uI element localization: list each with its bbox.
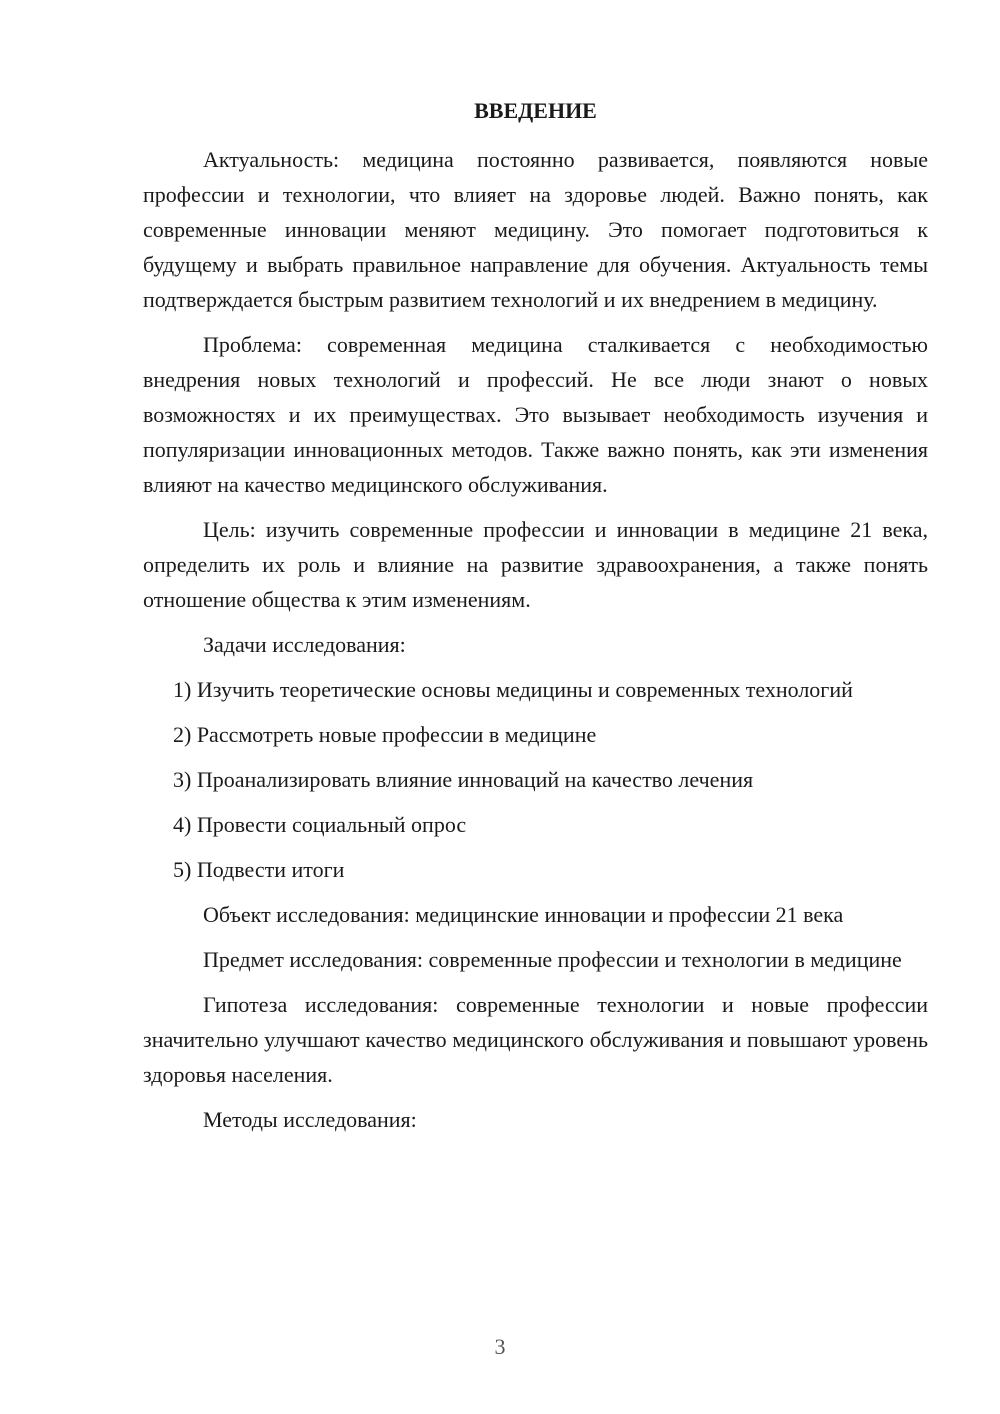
problem-paragraph: Проблема: современная медицина сталкивается с необходимостью внедрения новых технологий и профессий. Не все люди знают о новых возможностях и их преимуществах. Это вызывает необходимость изучения и популяризации инновационных методов. Также важно понять, как эти изменения влияют на качество медицинского обслуживания. [143, 332, 928, 497]
methods-paragraph: Методы исследования: [203, 1107, 417, 1132]
subject-paragraph: Предмет исследования: современные профессии и технологии в медицине [203, 947, 902, 972]
goal-paragraph: Цель: изучить современные профессии и инновации в медицине 21 века, определить их роль и влияние на развитие здравоохранения, а также понять отношение общества к этим изменениям. [143, 517, 928, 612]
task-item: 1) Изучить теоретические основы медицины и современных технологий [173, 677, 853, 702]
task-item: 2) Рассмотреть новые профессии в медицине [173, 722, 597, 747]
task-item: 5) Подвести итоги [173, 857, 345, 882]
task-item: 4) Провести социальный опрос [173, 812, 467, 837]
relevance-paragraph: Актуальность: медицина постоянно развивается, появляются новые профессии и технологии, что влияет на здоровье людей. Важно понять, как современные инновации меняют медицину. Это помогает подготовиться к будущему и выбрать правильное направление для обучения. Актуальность темы подтверждается быстрым развитием технологий и их внедрением в медицину. [143, 147, 928, 312]
object-paragraph: Объект исследования: медицинские инновации и профессии 21 века [203, 902, 844, 927]
hypothesis-paragraph: Гипотеза исследования: современные технологии и новые профессии значительно улучшают качество медицинского обслуживания и повышают уровень здоровья населения. [143, 992, 928, 1087]
tasks-title: Задачи исследования: [203, 632, 406, 657]
task-item: 3) Проанализировать влияние инноваций на качество лечения [173, 767, 754, 792]
page-title: ВВЕДЕНИЕ [474, 98, 597, 123]
document-body [143, 142, 928, 1137]
page-number: 3 [494, 1334, 506, 1359]
